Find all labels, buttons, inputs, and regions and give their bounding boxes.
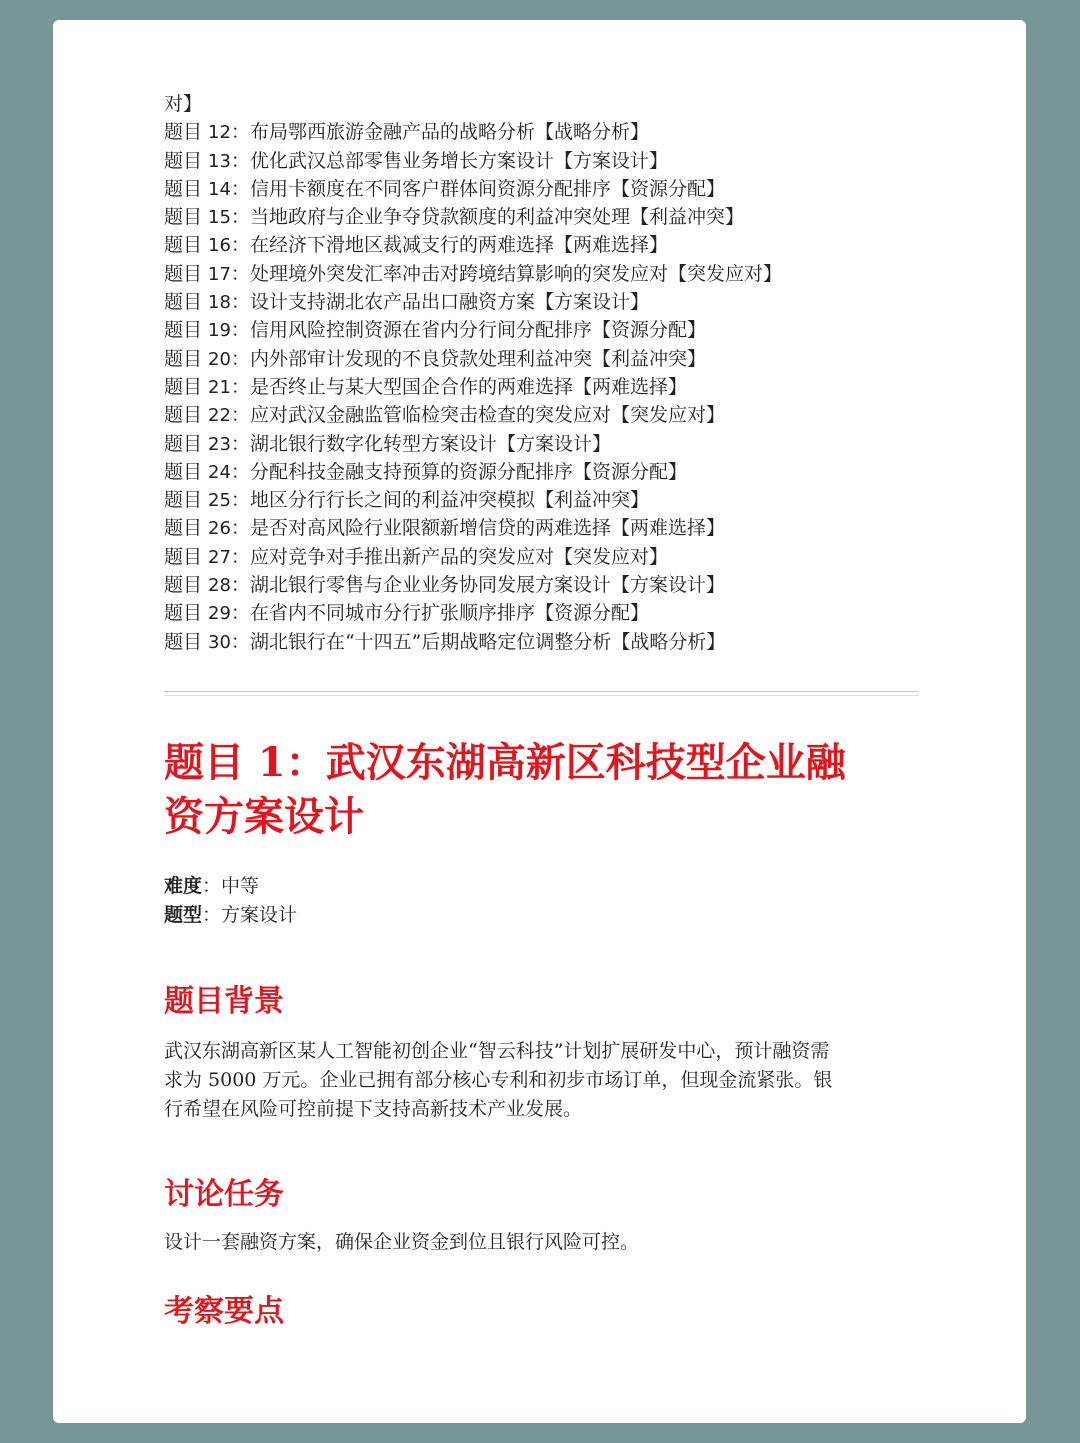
toc-item [164,147,919,175]
toc-item-title: 在省内不同城市分行扩张顺序排序 [249,602,535,625]
toc-item-title: 应对竞争对手推出新产品的突发应对 [249,545,554,568]
toc-item-colon: ： [230,234,250,257]
toc-item [164,373,919,401]
toc-item-prefix: 题目 [164,517,203,540]
toc-item-number: 18 [208,292,231,314]
watermark-badge [984,1399,1014,1413]
task-text: 设计一套融资方案，确保企业资金到位且银行风险可控。 [164,1231,640,1253]
toc-item-tag: 【资源分配】 [591,319,706,342]
toc-continuation: 对】 [164,93,203,115]
toc-item-title: 是否终止与某大型国企合作的两难选择 [249,375,573,398]
toc-item-number: 25 [208,490,231,512]
toc-item-prefix: 题目 [164,375,203,398]
toc-item [164,345,919,373]
toc-item-title: 应对武汉金融监管临检突击检查的突发应对 [249,404,611,427]
toc-item-number: 27 [208,546,231,568]
toc-item-number: 16 [208,235,231,257]
background-line-2: 求为 5000 万元。企业已拥有部分核心专利和初步市场订单，但现金流紧张。银 [164,1069,833,1091]
toc-item-tag: 【突发应对】 [667,262,782,285]
background-heading: 题目背景 [164,984,284,1019]
toc-item [164,486,919,514]
toc-item-title: 当地政府与企业争夺贷款额度的利益冲突处理 [249,206,630,229]
toc-item-tag: 【突发应对】 [610,404,725,427]
toc-item-colon: ： [230,574,250,597]
toc-item-tag: 【方案设计】 [534,291,649,314]
toc-item-title: 设计支持湖北农产品出口融资方案 [249,291,535,314]
toc-item-prefix: 题目 [164,489,203,512]
toc-item-number: 20 [208,348,231,370]
background-line-1: 武汉东湖高新区某人工智能初创企业“智云科技”计划扩展研发中心，预计融资需 [164,1040,830,1062]
toc-item-prefix: 题目 [164,234,203,257]
toc-item [164,260,919,288]
toc-item-prefix: 题目 [164,291,203,314]
toc-item-colon: ： [230,489,250,512]
toc-item [164,231,919,259]
toc-item-prefix: 题目 [164,460,203,483]
toc-item-title: 优化武汉总部零售业务增长方案设计 [249,149,554,172]
toc-item-tag: 【方案设计】 [610,574,725,597]
toc-item [164,203,919,231]
toc-item [164,430,919,458]
toc-item-number: 30 [208,631,231,653]
toc-item-number: 26 [208,518,231,540]
toc-item-prefix: 题目 [164,630,203,653]
toc-item-number: 21 [208,376,231,398]
background-paragraph [164,1037,919,1124]
toc-item-title: 湖北银行零售与企业业务协同发展方案设计 [249,574,611,597]
toc-item [164,543,919,571]
toc-item [164,571,919,599]
toc-item [164,628,919,656]
toc-item-title: 在经济下滑地区裁减支行的两难选择 [249,234,554,257]
toc-item-colon: ： [230,149,250,172]
toc-item [164,458,919,486]
difficulty-label: 难度 [164,875,203,897]
type-label: 题型 [164,904,203,926]
toc-item-tag: 【资源分配】 [572,460,687,483]
toc-item [164,599,919,627]
difficulty-row [164,872,297,901]
toc-item [164,401,919,429]
toc-item-colon: ： [230,432,250,455]
toc-item-prefix: 题目 [164,262,203,285]
toc-item-tag: 【战略分析】 [611,630,726,653]
toc-item-prefix: 题目 [164,177,203,200]
task-heading: 讨论任务 [164,1177,284,1212]
toc-item-tag: 【利益冲突】 [629,206,744,229]
toc-item-colon: ： [230,262,250,285]
toc-item-tag: 【两难选择】 [572,375,687,398]
toc-item-colon: ： [230,460,250,483]
toc-item-number: 14 [208,178,231,200]
toc-item-tag: 【突发应对】 [553,545,668,568]
toc-item-colon: ： [230,291,250,314]
toc-item-prefix: 题目 [164,121,203,144]
toc-item-title: 信用卡额度在不同客户群体间资源分配排序 [249,177,611,200]
question-meta [164,872,297,930]
type-value: ：方案设计 [202,904,298,926]
toc-item-colon: ： [230,630,250,653]
toc-item-colon: ： [230,206,250,229]
toc-item-number: 15 [208,207,231,229]
toc-item-title: 信用风险控制资源在省内分行间分配排序 [249,319,592,342]
toc-item-prefix: 题目 [164,545,203,568]
toc-item-prefix: 题目 [164,319,203,342]
toc-item-title: 处理境外突发汇率冲击对跨境结算影响的突发应对 [249,262,668,285]
toc-item-prefix: 题目 [164,347,203,370]
toc-item-colon: ： [230,602,250,625]
toc-item-number: 29 [208,603,231,625]
toc-item-colon: ： [230,545,250,568]
background-line-3: 行希望在风险可控前提下支持高新技术产业发展。 [164,1098,583,1120]
toc-item-number: 19 [208,320,231,342]
toc-item-colon: ： [230,319,250,342]
toc-item-tag: 【利益冲突】 [591,347,706,370]
toc-item-tag: 【方案设计】 [553,149,668,172]
question-title-line-2: 资方案设计 [164,793,364,840]
toc-item-colon: ： [230,177,250,200]
toc-item-prefix: 题目 [164,149,203,172]
toc-item-prefix: 题目 [164,574,203,597]
document-page [53,20,1026,1423]
toc-item-title: 分配科技金融支持预算的资源分配排序 [249,460,573,483]
toc-item [164,316,919,344]
toc-item [164,118,919,146]
section-divider [164,691,919,696]
toc-item-tag: 【方案设计】 [496,432,611,455]
toc-item-title: 是否对高风险行业限额新增信贷的两难选择 [249,517,611,540]
toc-item [164,514,919,542]
question-list [164,90,919,656]
toc-item-prefix: 题目 [164,206,203,229]
toc-item-colon: ： [230,347,250,370]
toc-item-number: 28 [208,575,231,597]
task-paragraph [164,1228,919,1257]
question-title-line-1: 题目 1：武汉东湖高新区科技型企业融 [164,739,846,786]
toc-item-title: 内外部审计发现的不良贷款处理利益冲突 [249,347,592,370]
toc-item-title: 布局鄂西旅游金融产品的战略分析 [249,121,535,144]
toc-item-prefix: 题目 [164,404,203,427]
toc-item-colon: ： [230,517,250,540]
toc-item-prefix: 题目 [164,432,203,455]
difficulty-value: ：中等 [202,875,260,897]
question-title [164,736,924,844]
toc-item-tag: 【利益冲突】 [534,489,649,512]
toc-item-tag: 【资源分配】 [534,602,649,625]
toc-item-number: 22 [208,405,231,427]
toc-item-colon: ： [230,375,250,398]
toc-item [164,175,919,203]
toc-item-colon: ： [230,404,250,427]
type-row [164,901,297,930]
toc-item-title: 湖北银行在“十四五”后期战略定位调整分析 [249,630,612,653]
toc-item-number: 23 [208,433,231,455]
toc-item-tag: 【战略分析】 [534,121,649,144]
toc-item-tag: 【两难选择】 [610,517,725,540]
points-heading: 考察要点 [164,1294,284,1329]
toc-item-number: 17 [208,263,231,285]
toc-item-number: 13 [208,150,231,172]
toc-item-number: 12 [208,122,231,144]
toc-item-tag: 【两难选择】 [553,234,668,257]
toc-item-colon: ： [230,121,250,144]
toc-item-tag: 【资源分配】 [610,177,725,200]
toc-item-number: 24 [208,461,231,483]
toc-item-title: 湖北银行数字化转型方案设计 [249,432,497,455]
toc-item-title: 地区分行行长之间的利益冲突模拟 [249,489,535,512]
toc-item [164,288,919,316]
toc-item-prefix: 题目 [164,602,203,625]
